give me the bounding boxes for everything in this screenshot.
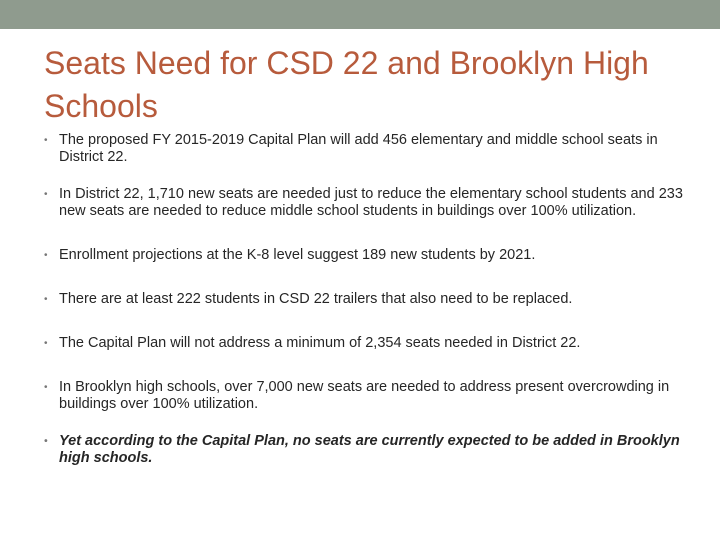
bullet-item: [44, 291, 684, 308]
top-accent-bar: [0, 0, 720, 29]
slide-title: Seats Need for CSD 22 and Brooklyn High Schools: [44, 45, 649, 124]
bullet-item: [44, 186, 684, 220]
bullet-icon: •: [44, 436, 48, 447]
bullet-icon: •: [44, 294, 48, 305]
bullet-item: [44, 247, 684, 264]
bullet-item: [44, 379, 684, 413]
bullet-item: [44, 132, 684, 166]
bullet-list: [44, 132, 684, 467]
bullet-text: Enrollment projections at the K-8 level suggest 189 new students by 2021.: [59, 247, 536, 263]
bullet-icon: •: [44, 338, 48, 349]
bullet-text: The proposed FY 2015-2019 Capital Plan will add 456 elementary and middle school seats in District 22.: [59, 132, 658, 165]
bullet-text: The Capital Plan will not address a minimum of 2,354 seats needed in District 22.: [59, 335, 581, 351]
bullet-text: In Brooklyn high schools, over 7,000 new seats are needed to address present overcrowding in buildings over 100% utilization.: [59, 379, 670, 412]
bullet-text: Yet according to the Capital Plan, no seats are currently expected to be added in Brooklyn high schools.: [59, 433, 680, 466]
bullet-icon: •: [44, 382, 48, 393]
bullet-icon: •: [44, 250, 48, 261]
bullet-item-emphasis: [44, 433, 684, 467]
bullet-icon: •: [44, 189, 48, 200]
bullet-text: In District 22, 1,710 new seats are needed just to reduce the elementary school students and 233 new seats are needed to reduce middle school students in buildings over 100% utilization.: [59, 186, 683, 219]
bullet-icon: •: [44, 135, 48, 146]
bullet-item: [44, 335, 684, 352]
bullet-text: There are at least 222 students in CSD 22 trailers that also need to be replaced.: [59, 291, 573, 307]
